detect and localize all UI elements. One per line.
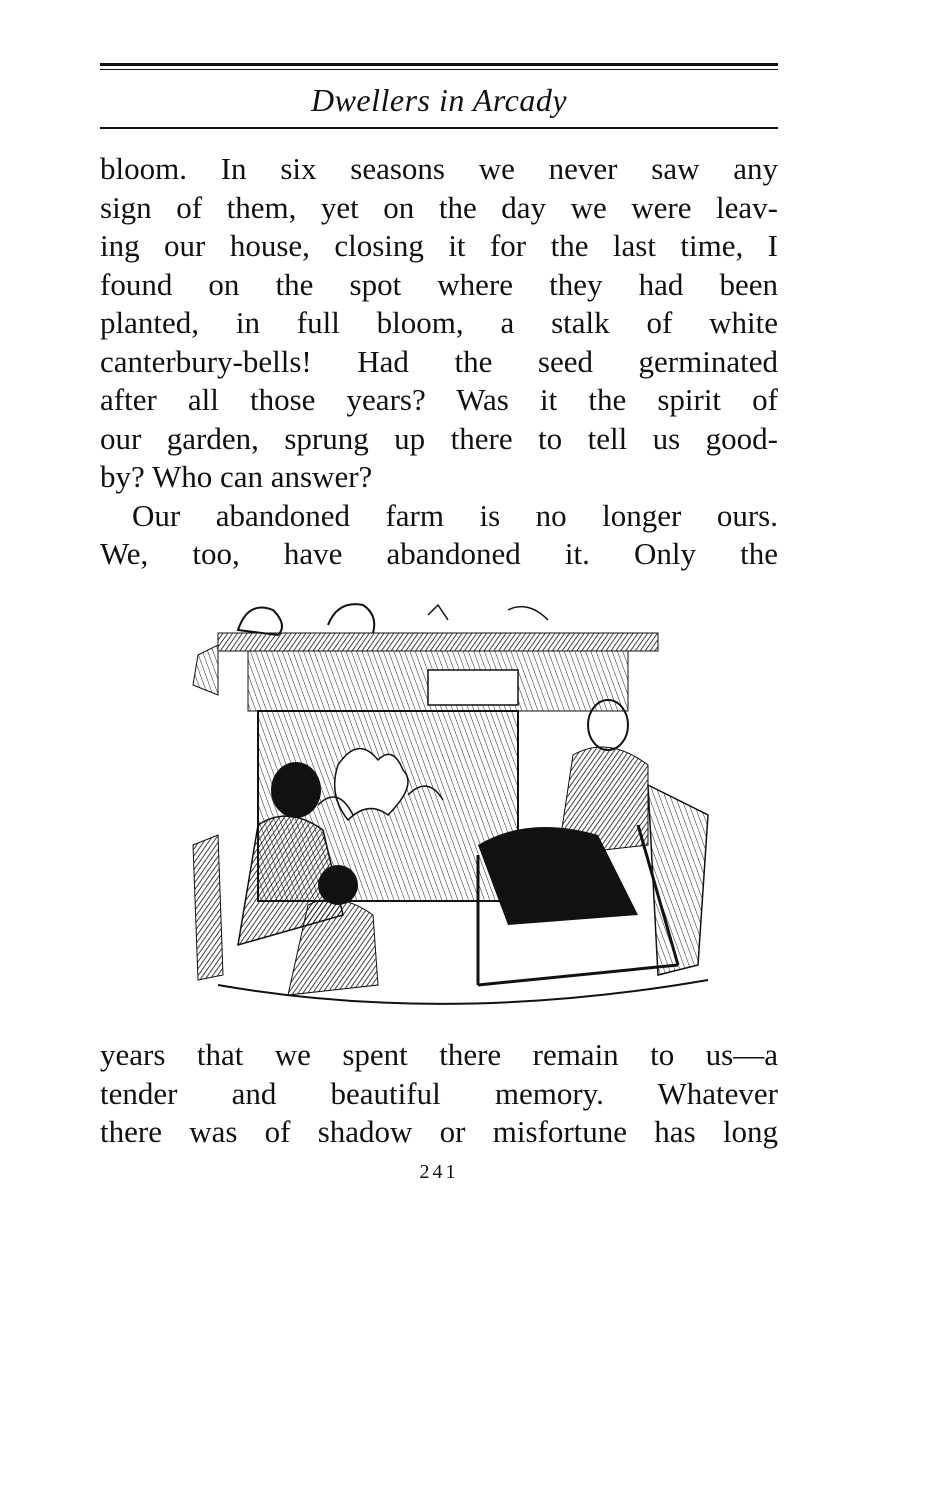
page-number: 241 (419, 1161, 459, 1183)
text-line: years that we spent there remain to us—a (100, 1037, 778, 1072)
text-line: planted, in full bloom, a stalk of white (100, 305, 778, 340)
text-line: there was of shadow or misfortune has long (100, 1114, 778, 1149)
text-line: sign of them, yet on the day we were leav- (100, 189, 778, 225)
header-rule-bottom (100, 127, 778, 129)
text-line: ing our house, closing it for the last time, I (100, 228, 778, 263)
text-line: our garden, sprung up there to tell us good- (100, 420, 778, 456)
body-text-bottom (100, 1036, 778, 1152)
text-line: We, too, have abandoned it. Only the (100, 536, 778, 571)
text-line: by? Who can answer? (100, 459, 373, 494)
body-text-top (100, 150, 778, 574)
running-title: Dwellers in Arcady (310, 82, 568, 118)
text-line: tender and beautiful memory. Whatever (100, 1075, 778, 1111)
text-line: canterbury-bells! Had the seed germinated (100, 343, 778, 379)
header-rule-top (100, 63, 778, 66)
fireside-family-sketch-icon (178, 585, 723, 1015)
text-line: bloom. In six seasons we never saw any (100, 151, 778, 186)
text-line: after all those years? Was it the spirit of (100, 382, 778, 417)
text-line: found on the spot where they had been (100, 266, 778, 302)
header-rule-top-thin (100, 69, 778, 70)
text-line: Our abandoned farm is no longer ours. (132, 497, 778, 533)
